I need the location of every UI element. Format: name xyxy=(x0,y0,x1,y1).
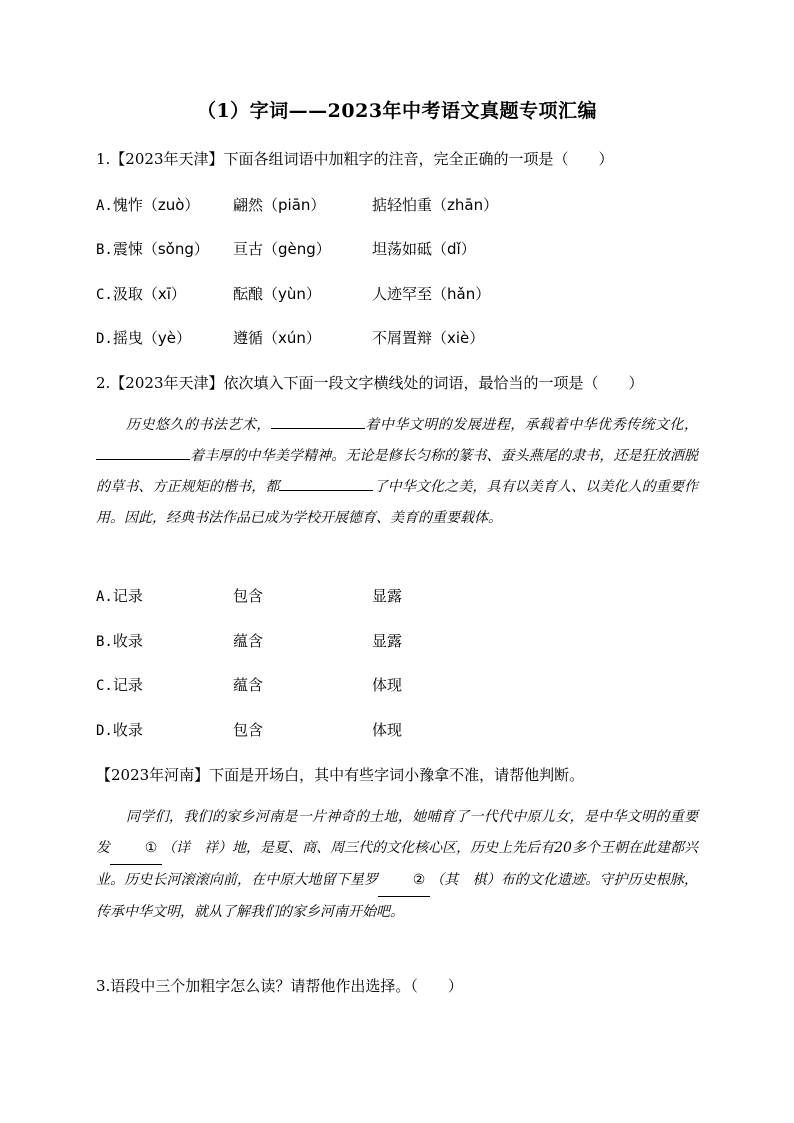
q1-option-c: C.汲取（xī） xyxy=(96,285,186,303)
question-2-passage: 历史悠久的书法艺术， 着中华文明的发展进程，承载着中华优秀传统文化，着丰厚的中华美学精神。无论是修长匀称的篆书、蚕头燕尾的隶书，还是狂放洒脱的草书、方正规矩的楷书，都 了中华文化之美，具有以美育人、以美化人的重要作用。因此，经典书法作品已成为学校开展德育、美育的重要载体。 xyxy=(96,410,698,534)
q1-option-a-word3: 掂轻怕重（zhān） xyxy=(372,196,499,214)
q2-option-a: A.记录 xyxy=(96,587,143,605)
page-title: （1）字词——2023年中考语文真题专项汇编 xyxy=(196,100,598,122)
q2-option-a-word3: 显露 xyxy=(372,587,403,605)
q1-option-d: D.摇曳（yè） xyxy=(96,329,191,347)
blank-3 xyxy=(279,476,373,491)
q2-option-a-word2: 包含 xyxy=(233,587,264,605)
q2-option-b: B.收录 xyxy=(96,632,143,650)
q1-option-c-word2: 酝酿（yùn） xyxy=(233,285,321,303)
q1-option-b: B.震悚（sǒng） xyxy=(96,240,209,258)
q1-option-d-word2: 遵循（xún） xyxy=(233,329,321,347)
q1-option-b-word2: 亘古（gèng） xyxy=(233,240,331,258)
q2-option-c-word2: 蕴含 xyxy=(233,676,264,694)
q1-option-d-word3: 不屑置辩（xiè） xyxy=(372,329,485,347)
q2-option-c-word3: 体现 xyxy=(372,676,403,694)
blank-2 xyxy=(96,445,190,460)
blank-circle-1: ① xyxy=(110,833,162,865)
question-1-stem: 1.【2023年天津】下面各组词语中加粗字的注音，完全正确的一项是（ ） xyxy=(96,150,614,168)
blank-1 xyxy=(271,414,365,429)
q2-option-b-word3: 显露 xyxy=(372,632,403,650)
q2-option-d-word2: 包含 xyxy=(233,721,264,739)
q1-option-a-word2: 翩然（piān） xyxy=(233,196,326,214)
henan-passage: 同学们，我们的家乡河南是一片神奇的土地，她哺育了一代代中原儿女，是中华文明的重要发 ① （详 祥）地，是夏、商、周三代的文化核心区，历史上先后有20多个王朝在此建都兴业。历史长河滚滚向前，在中原大地留下星罗 ② （其 棋）布的文化遗迹。守护历史根脉，传承中华文明，就从了解我们的家乡河南开始吧。 xyxy=(96,809,699,920)
q2-option-d-word3: 体现 xyxy=(372,721,403,739)
q2-option-c: C.记录 xyxy=(96,676,143,694)
question-3-stem: 3.语段中三个加粗字怎么读？请帮他作出选择。（ ） xyxy=(96,977,463,995)
question-2-stem: 2.【2023年天津】依次填入下面一段文字横线处的词语，最恰当的一项是（ ） xyxy=(96,374,644,392)
q1-option-a: A.愧怍（zuò） xyxy=(96,196,200,214)
blank-circle-2: ② xyxy=(378,865,430,897)
henan-stem: 【2023年河南】下面是开场白，其中有些字词小豫拿不准，请帮他判断。 xyxy=(96,766,585,784)
q2-option-d: D.收录 xyxy=(96,721,143,739)
q1-option-c-word3: 人迹罕至（hǎn） xyxy=(372,285,491,303)
q2-option-b-word2: 蕴含 xyxy=(233,632,264,650)
q1-option-b-word3: 坦荡如砥（dǐ） xyxy=(372,240,476,258)
